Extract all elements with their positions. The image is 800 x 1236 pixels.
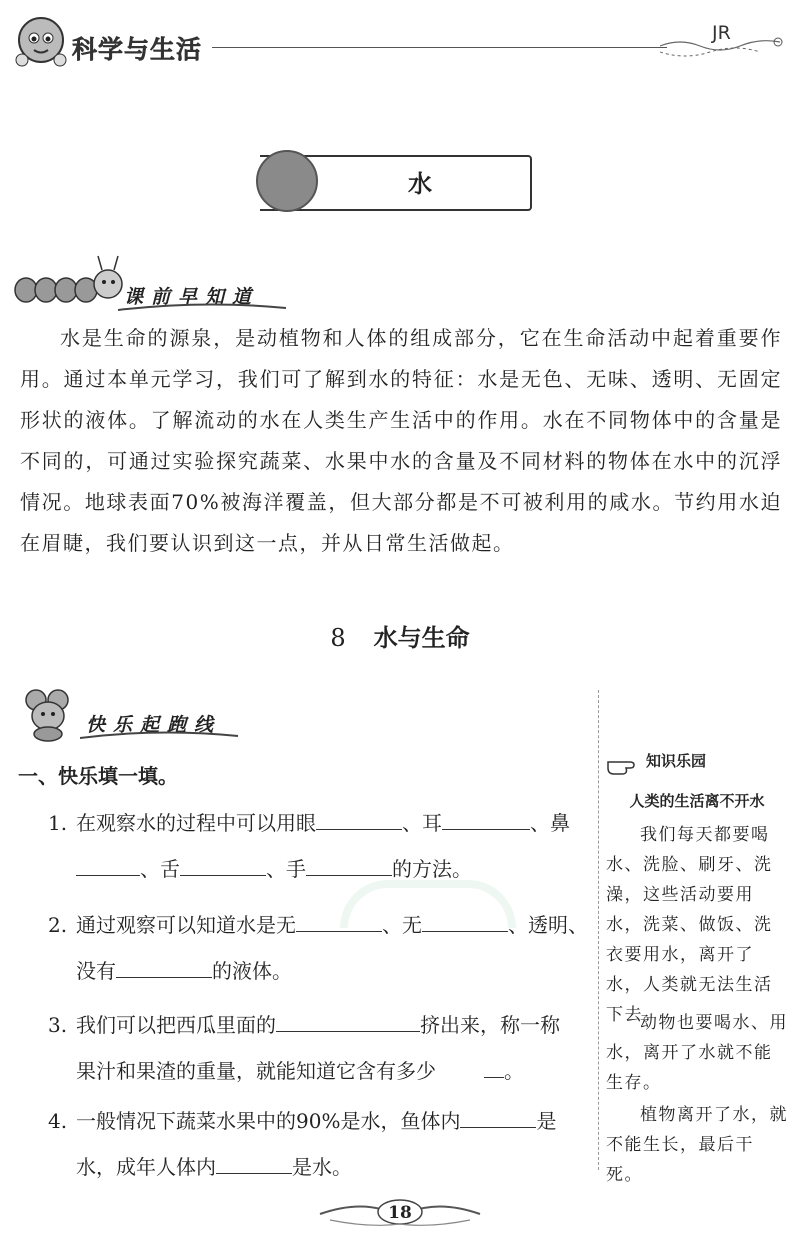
question-1 (48, 800, 588, 892)
answer-blank[interactable] (460, 1107, 536, 1128)
question-text: 挤出来，称一称 (420, 1013, 560, 1037)
question-text: 、耳 (402, 811, 442, 835)
practice-section-label: 快乐起跑线 (86, 714, 222, 736)
question-text: 我们可以把西瓜里面的 (76, 1013, 276, 1037)
answer-blank[interactable] (316, 809, 402, 830)
caterpillar-icon (12, 252, 124, 310)
lesson-title: 水与生命 (373, 623, 470, 652)
lesson-heading (0, 618, 800, 653)
question-text: 、无 (382, 913, 422, 937)
header-code: JR (712, 22, 731, 44)
answer-blank[interactable] (276, 1011, 420, 1032)
question-text: 是水。 (292, 1155, 352, 1179)
question-text: 是 (536, 1109, 557, 1133)
question-text: 、鼻 (530, 811, 570, 835)
mascot-logo-icon (10, 10, 72, 72)
answer-blank[interactable] (442, 809, 530, 830)
column-divider (598, 690, 599, 1170)
sidebar-paragraph-3: 植物离开了水，就不能生长，最后干死。 (606, 1105, 788, 1185)
question-4 (48, 1098, 588, 1190)
question-number: 2. (48, 913, 68, 937)
watermark-arc (340, 880, 516, 928)
answer-blank[interactable] (216, 1153, 292, 1174)
header-rule (212, 47, 667, 48)
question-3 (48, 1002, 588, 1094)
answer-blank[interactable] (180, 855, 266, 876)
unit-title: 水 (408, 170, 432, 198)
question-number: 1. (48, 811, 68, 835)
lesson-number: 8 (330, 624, 346, 652)
section-underline (80, 726, 240, 742)
sidebar-paragraph-1: 我们每天都要喝水、洗脸、刷牙、洗澡，这些活动要用水，洗菜、做饭、洗衣要用水，离开了水，人类就无法生活下去。 (606, 825, 773, 1025)
question-text: 、透明、 (508, 913, 588, 937)
question-text: 没有 (76, 959, 116, 983)
preview-section-label: 课前早知道 (124, 286, 260, 308)
answer-blank[interactable] (306, 855, 392, 876)
preview-paragraph: 水是生命的源泉，是动植物和人体的组成部分，它在生命活动中起着重要作用。通过本单元学习，我们可了解到水的特征：水是无色、无味、透明、无固定形状的液体。了解流动的水在人类生产生活中的作用。水在不同物体中的含量是不同的，可通过实验探究蔬菜、水果中水的含量及不同材料的物体在水中的沉浮情况。地球表面70%被海洋覆盖，但大部分都是不可被利用的咸水。节约用水迫在眉睫，我们要认识到这一点，并从日常生活做起。 (20, 326, 782, 555)
question-number: 3. (48, 1013, 68, 1037)
section-underline (118, 298, 288, 314)
unit-title-circle (256, 150, 318, 212)
question-text: 在观察水的过程中可以用眼 (76, 811, 316, 835)
question-text: 。 (504, 1059, 524, 1083)
question-text: 的方法。 (392, 857, 472, 881)
sidebar-title: 人类的生活离不开水 (629, 792, 765, 810)
page-number: 18 (388, 1203, 412, 1223)
question-number: 4. (48, 1109, 68, 1133)
question-text: 水，成年人体内 (76, 1155, 216, 1179)
question-text: 、手 (266, 857, 306, 881)
exercise-heading: 一、快乐填一填。 (18, 764, 178, 788)
sidebar-label: 知识乐园 (646, 752, 707, 770)
question-text: 一般情况下蔬菜水果中的90%是水，鱼体内 (76, 1109, 461, 1133)
answer-blank[interactable] (484, 1057, 504, 1078)
question-text: 、舌 (140, 857, 180, 881)
question-text: 的液体。 (212, 959, 292, 983)
mouse-icon (18, 686, 82, 742)
answer-blank[interactable] (76, 855, 140, 876)
sidebar-paragraph-2: 动物也要喝水、用水，离开了水就不能生存。 (606, 1013, 788, 1093)
question-text: 通过观察可以知道水是无 (76, 913, 296, 937)
question-text: 果汁和果渣的重量，就能知道它含有多少 (76, 1059, 436, 1083)
header-title: 科学与生活 (72, 35, 203, 64)
answer-blank[interactable] (116, 957, 212, 978)
pointing-hand-icon (606, 752, 644, 778)
